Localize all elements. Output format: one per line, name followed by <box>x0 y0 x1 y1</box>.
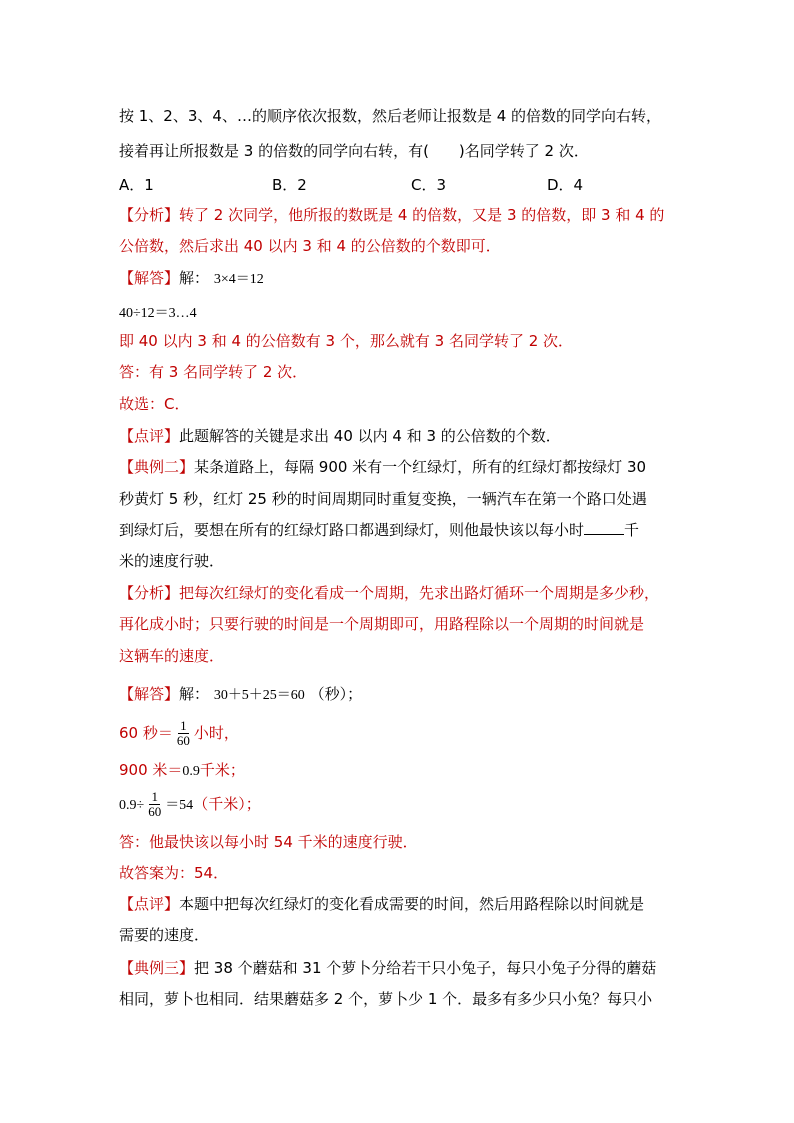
answer-tag: 【解答】 <box>119 269 180 287</box>
q2-answer-line: 【解答】解： 30＋5＋25＝60 （秒）； <box>119 685 363 703</box>
q2-analysis-line-2: 再化成小时；只要行驶的时间是一个周期即可，用路程除以一个周期的时间就是 <box>119 615 645 633</box>
q2-analysis-line-3: 这辆车的速度． <box>119 647 225 665</box>
q1-line-1: 按 1、2、3、4、…的顺序依次报数，然后老师让报数是 4 的倍数的同学向右转， <box>119 107 662 125</box>
q1-line-2: 接着再让所报数是 3 的倍数的同学向右转，有( )名同学转了 2 次． <box>119 142 589 160</box>
q2-comment-line-2: 需要的速度． <box>119 926 210 944</box>
q1-option-b: B．2 <box>272 176 307 194</box>
q2-analysis-line-1: 【分析】把每次红绿灯的变化看成一个周期，先求出路灯循环一个周期是多少秒， <box>119 584 660 602</box>
q1-equation-2-line <box>119 302 197 324</box>
q2-line-3: 到绿灯后，要想在所有的红绿灯路口都遇到绿灯，则他最快该以每小时 千 <box>119 521 640 539</box>
q2-final: 故答案为：54． <box>119 864 229 882</box>
q2-equation-2: 60 秒＝ $\frac{1}{60}$ 小时， <box>119 718 239 748</box>
q1-option-c: C．3 <box>411 176 447 194</box>
q1-comment: 【点评】此题解答的关键是求出 40 以内 4 和 3 的公倍数的个数． <box>119 427 561 445</box>
q1-equation-1: 3×4＝12 <box>213 272 264 287</box>
q1-option-a: A．1 <box>119 176 154 194</box>
analysis-tag: 【分析】 <box>119 584 180 602</box>
fraction: $\frac{1}{60}$ <box>176 718 190 748</box>
q2-equation-1: 30＋5＋25＝60 <box>213 688 305 703</box>
q1-options <box>119 175 639 195</box>
q1-analysis-line-1: 【分析】转了 2 次同学，他所报的数既是 4 的倍数，又是 3 的倍数，即 3 和 4 的 <box>119 206 665 224</box>
example-3-tag: 【典例三】 <box>119 959 195 977</box>
q1-answer-line: 【解答】解： 3×4＝12 <box>119 269 264 287</box>
q2-line-2: 秒黄灯 5 秒，红灯 25 秒的时间周期同时重复变换，一辆汽车在第一个路口处遇 <box>119 490 647 508</box>
analysis-tag: 【分析】 <box>119 206 180 224</box>
q1-analysis-line-2: 公倍数，然后求出 40 以内 3 和 4 的公倍数的个数即可． <box>119 237 501 255</box>
q1-option-d: D．4 <box>547 176 584 194</box>
q3-line-2: 相同，萝卜也相同．结果蘑菇多 2 个，萝卜少 1 个．最多有多少只小兔？每只小 <box>119 990 653 1008</box>
q2-equation-3: 900 米＝0.9千米； <box>119 761 245 779</box>
q2-comment-line-1: 【点评】本题中把每次红绿灯的变化看成需要的时间，然后用路程除以时间就是 <box>119 895 645 913</box>
example-2-tag: 【典例二】 <box>119 458 195 476</box>
q1-reply: 答：有 3 名同学转了 2 次． <box>119 363 308 381</box>
comment-tag: 【点评】 <box>119 895 180 913</box>
q1-equation-2: 40÷12＝3…4 <box>119 306 197 321</box>
q1-conclusion: 即 40 以内 3 和 4 的公倍数有 3 个，那么就有 3 名同学转了 2 次． <box>119 332 574 350</box>
fraction: $\frac{1}{60}$ <box>148 789 162 819</box>
comment-tag: 【点评】 <box>119 427 180 445</box>
q3-line-1: 【典例三】把 38 个蘑菇和 31 个萝卜分给若干只小兔子，每只小兔子分得的蘑菇 <box>119 959 657 977</box>
q1-choice: 故选：C． <box>119 395 190 413</box>
q2-equation-4: 0.9÷ $\frac{1}{60}$ ＝54（千米）； <box>119 789 261 819</box>
q2-reply: 答：他最快该以每小时 54 千米的速度行驶． <box>119 833 418 851</box>
q2-line-1: 【典例二】某条道路上，每隔 900 米有一个红绿灯，所有的红绿灯都按绿灯 30 <box>119 458 647 476</box>
answer-tag: 【解答】 <box>119 685 180 703</box>
q2-line-4: 米的速度行驶． <box>119 552 225 570</box>
answer-blank <box>584 520 624 535</box>
